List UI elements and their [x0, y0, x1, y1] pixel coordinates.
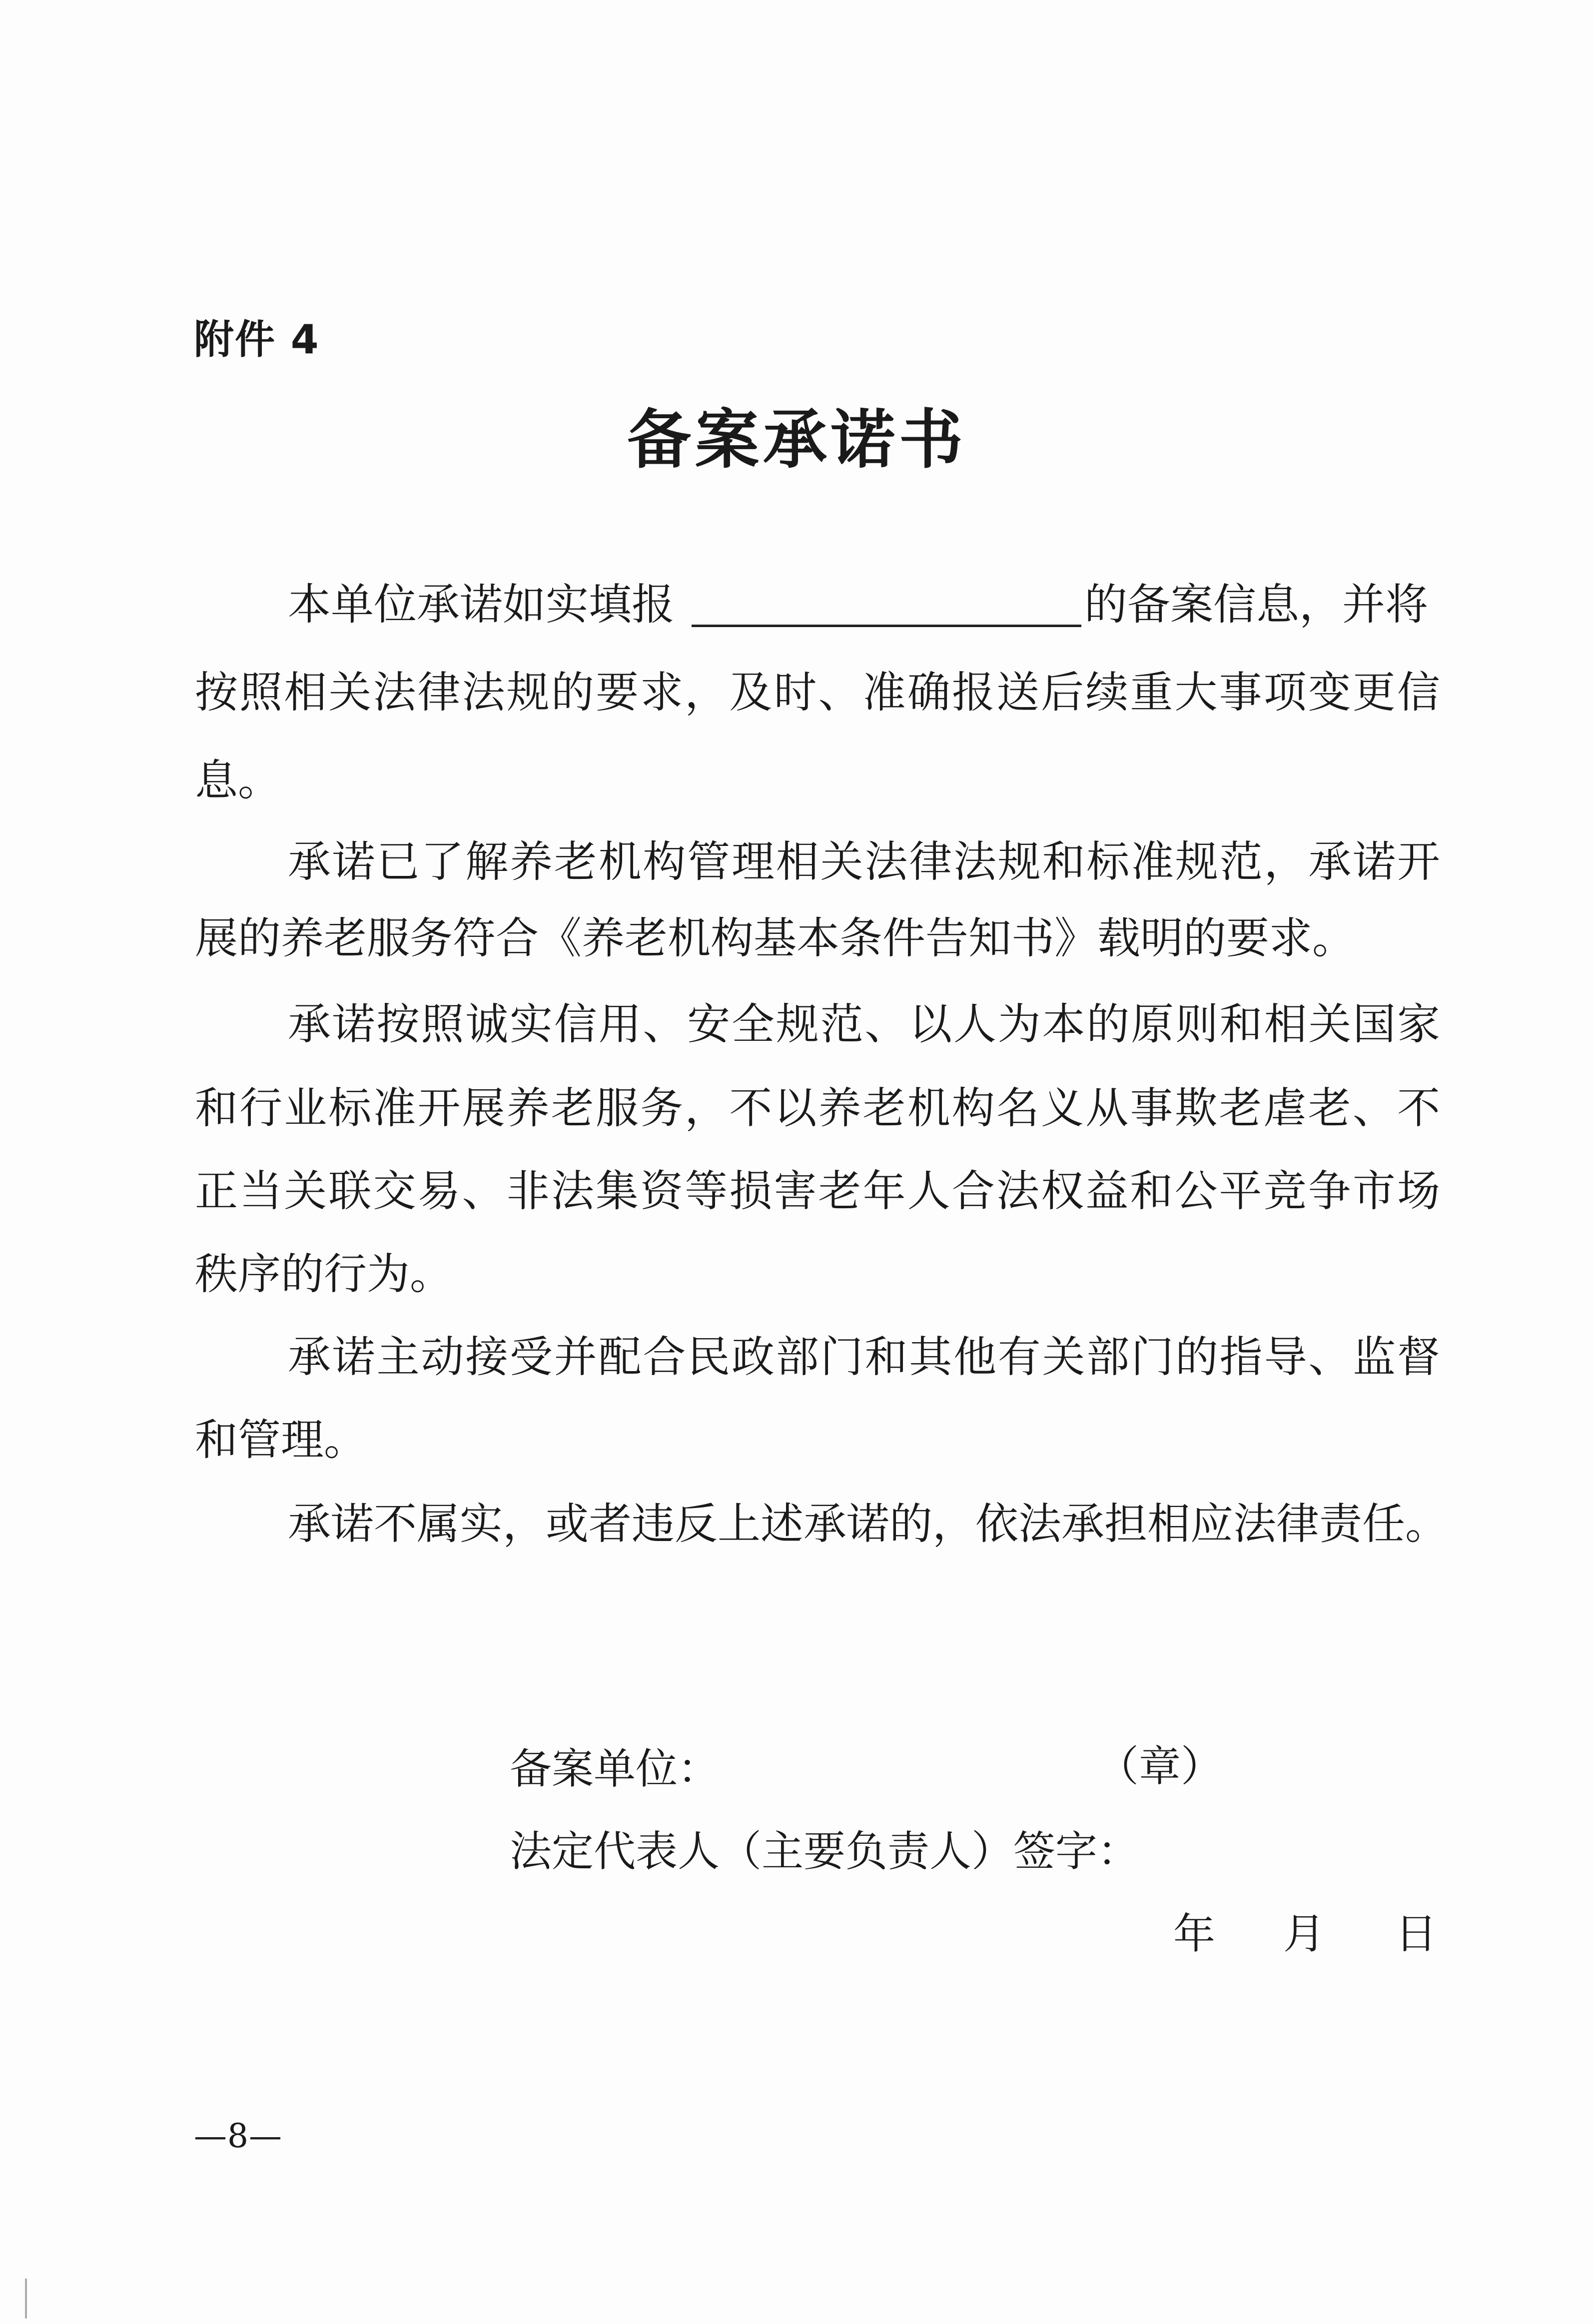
- paragraph-3-line-3: 正当关联交易、非法集资等损害老年人合法权益和公平竞争市场: [195, 1166, 1440, 1216]
- date-day-label: 日: [1395, 1909, 1438, 1958]
- date-year-label: 年: [1173, 1909, 1216, 1958]
- page-number: —8—: [194, 2117, 282, 2155]
- fill-in-blank-underline[interactable]: [692, 625, 1081, 627]
- paragraph-3-line-1: 承诺按照诚实信用、安全规范、以人为本的原则和相关国家: [288, 999, 1440, 1049]
- paragraph-1-line-1-before-blank: 本单位承诺如实填报: [288, 580, 675, 630]
- document-title: 备案承诺书: [627, 402, 967, 477]
- paragraph-1-line-3: 息。: [195, 756, 281, 805]
- paragraph-2-line-2: 展的养老服务符合《养老机构基本条件告知书》载明的要求。: [195, 913, 1355, 963]
- paragraph-3-line-2: 和行业标准开展养老服务，不以养老机构名义从事欺老虐老、不: [195, 1083, 1440, 1133]
- paragraph-3-line-4: 秩序的行为。: [195, 1249, 453, 1299]
- paragraph-1-line-2: 按照相关法律法规的要求，及时、准确报送后续重大事项变更信: [195, 668, 1440, 718]
- seal-label: （章）: [1097, 1742, 1223, 1791]
- paragraph-1-line-1-after-blank: 的备案信息，并将: [1084, 580, 1428, 630]
- attachment-label: 附件 4: [194, 316, 320, 363]
- date-month-label: 月: [1283, 1909, 1326, 1958]
- filing-unit-label: 备案单位：: [510, 1744, 720, 1793]
- paragraph-4-line-1: 承诺主动接受并配合民政部门和其他有关部门的指导、监督: [288, 1332, 1440, 1382]
- paragraph-5-line-1: 承诺不属实，或者违反上述承诺的，依法承担相应法律责任。: [288, 1499, 1448, 1549]
- paragraph-4-line-2: 和管理。: [195, 1415, 367, 1465]
- paragraph-2-line-1: 承诺已了解养老机构管理相关法律法规和标准规范，承诺开: [288, 837, 1440, 887]
- scan-edge-mark: [25, 2279, 27, 2319]
- legal-representative-signature-label: 法定代表人（主要负责人）签字：: [510, 1827, 1140, 1876]
